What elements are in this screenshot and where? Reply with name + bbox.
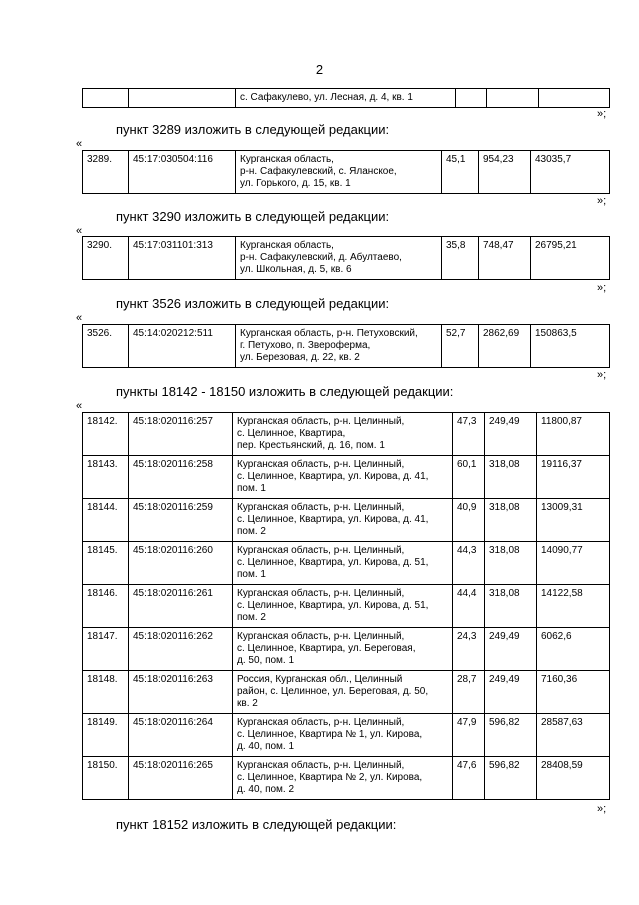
table-row	[83, 757, 610, 800]
cell-area: 40,9	[453, 499, 485, 542]
cell-address: Курганская область, р-н. Петуховский, г. Петухово, п. Звероферма, ул. Березовая, д. 22, кв. 2	[236, 325, 442, 368]
cell-value: 150863,5	[531, 325, 610, 368]
table-row	[83, 714, 610, 757]
cell-area: 35,8	[442, 237, 479, 280]
table-row	[83, 542, 610, 585]
table-row	[83, 628, 610, 671]
cell-address: Россия, Курганская обл., Целинный район, с. Целинное, ул. Береговая, д. 50, кв. 2	[233, 671, 453, 714]
cell-address: Курганская область, р-н. Сафакулевский, с. Яланское, ул. Горького, д. 15, кв. 1	[236, 151, 442, 194]
cell-cadastral-number: 45:18:020116:259	[129, 499, 233, 542]
cell-address: Курганская область, р-н. Целинный, с. Целинное, Квартира, ул. Кирова, д. 41, пом. 2	[233, 499, 453, 542]
table-row	[83, 671, 610, 714]
cell-address: Курганская область, р-н. Целинный, с. Целинное, Квартира № 2, ул. Кирова, д. 40, пом. 2	[233, 757, 453, 800]
cell-area: 28,7	[453, 671, 485, 714]
close-quote: »;	[597, 108, 607, 120]
cell-value: 14122,58	[537, 585, 610, 628]
cell-area: 44,3	[453, 542, 485, 585]
cell-cadastral-number: 45:17:031101:313	[129, 237, 236, 280]
cell-address: Курганская область, р-н. Целинный, с. Целинное, Квартира, ул. Кирова, д. 51, пом. 1	[233, 542, 453, 585]
cell-address: Курганская область, р-н. Целинный, с. Целинное, Квартира, ул. Кирова, д. 51, пом. 2	[233, 585, 453, 628]
cell-value: 6062,6	[537, 628, 610, 671]
cell-number: 3289.	[83, 151, 129, 194]
open-quote: «	[76, 225, 83, 237]
cell-value	[539, 89, 610, 108]
table-row	[83, 325, 610, 368]
cell-number: 18142.	[83, 413, 129, 456]
cell-rate: 954,23	[479, 151, 531, 194]
cell-value: 28587,63	[537, 714, 610, 757]
cell-area: 45,1	[442, 151, 479, 194]
cell-number	[83, 89, 129, 108]
cell-cadastral-number: 45:18:020116:260	[129, 542, 233, 585]
cell-number: 18148.	[83, 671, 129, 714]
cell-cadastral-number	[129, 89, 236, 108]
cell-rate: 249,49	[485, 628, 537, 671]
paragraph-intro: пункт 3289 изложить в следующей редакции:	[116, 122, 390, 137]
cell-value: 13009,31	[537, 499, 610, 542]
paragraph-intro: пункты 18142 - 18150 изложить в следующей редакции:	[116, 384, 454, 399]
cell-number: 18149.	[83, 714, 129, 757]
cell-address: Курганская область, р-н. Сафакулевский, д. Абултаево, ул. Школьная, д. 5, кв. 6	[236, 237, 442, 280]
cell-value: 7160,36	[537, 671, 610, 714]
close-quote: »;	[597, 282, 607, 294]
cell-area: 52,7	[442, 325, 479, 368]
cell-rate: 748,47	[479, 237, 531, 280]
cell-rate: 318,08	[485, 585, 537, 628]
cell-area: 47,3	[453, 413, 485, 456]
table-row	[83, 89, 610, 108]
cell-address: Курганская область, р-н. Целинный, с. Целинное, Квартира, пер. Крестьянский, д. 16, пом. 1	[233, 413, 453, 456]
close-quote: »;	[597, 803, 607, 815]
cell-value: 26795,21	[531, 237, 610, 280]
address-table	[82, 412, 610, 800]
close-quote: »;	[597, 369, 607, 381]
cell-number: 18150.	[83, 757, 129, 800]
cell-cadastral-number: 45:18:020116:258	[129, 456, 233, 499]
open-quote: «	[76, 312, 83, 324]
address-table-continuation	[82, 88, 610, 108]
cell-cadastral-number: 45:14:020212:511	[129, 325, 236, 368]
cell-number: 18144.	[83, 499, 129, 542]
cell-address: с. Сафакулево, ул. Лесная, д. 4, кв. 1	[236, 89, 456, 108]
cell-area: 60,1	[453, 456, 485, 499]
cell-cadastral-number: 45:18:020116:265	[129, 757, 233, 800]
cell-number: 18145.	[83, 542, 129, 585]
close-quote: »;	[597, 195, 607, 207]
cell-rate	[487, 89, 539, 108]
cell-number: 3290.	[83, 237, 129, 280]
cell-area: 47,6	[453, 757, 485, 800]
cell-value: 43035,7	[531, 151, 610, 194]
cell-number: 18143.	[83, 456, 129, 499]
cell-rate: 249,49	[485, 671, 537, 714]
paragraph-intro: пункт 3290 изложить в следующей редакции:	[116, 209, 390, 224]
paragraph-intro: пункт 3526 изложить в следующей редакции:	[116, 296, 390, 311]
cell-rate: 596,82	[485, 714, 537, 757]
cell-address: Курганская область, р-н. Целинный, с. Целинное, Квартира, ул. Береговая, д. 50, пом. 1	[233, 628, 453, 671]
open-quote: «	[76, 400, 83, 412]
cell-address: Курганская область, р-н. Целинный, с. Целинное, Квартира № 1, ул. Кирова, д. 40, пом. 1	[233, 714, 453, 757]
cell-rate: 318,08	[485, 542, 537, 585]
cell-number: 18147.	[83, 628, 129, 671]
cell-area: 47,9	[453, 714, 485, 757]
address-table	[82, 324, 610, 368]
cell-rate: 318,08	[485, 456, 537, 499]
paragraph-intro: пункт 18152 изложить в следующей редакции:	[116, 817, 397, 832]
cell-area	[456, 89, 487, 108]
cell-area: 44,4	[453, 585, 485, 628]
open-quote: «	[76, 138, 83, 150]
cell-cadastral-number: 45:18:020116:263	[129, 671, 233, 714]
cell-rate: 318,08	[485, 499, 537, 542]
cell-cadastral-number: 45:18:020116:261	[129, 585, 233, 628]
cell-rate: 249,49	[485, 413, 537, 456]
page-number: 2	[315, 62, 324, 77]
address-table	[82, 236, 610, 280]
cell-rate: 596,82	[485, 757, 537, 800]
cell-cadastral-number: 45:18:020116:262	[129, 628, 233, 671]
table-row	[83, 456, 610, 499]
cell-number: 3526.	[83, 325, 129, 368]
table-row	[83, 499, 610, 542]
cell-cadastral-number: 45:17:030504:116	[129, 151, 236, 194]
table-row	[83, 413, 610, 456]
cell-value: 11800,87	[537, 413, 610, 456]
cell-value: 19116,37	[537, 456, 610, 499]
table-row	[83, 585, 610, 628]
cell-number: 18146.	[83, 585, 129, 628]
cell-value: 14090,77	[537, 542, 610, 585]
cell-cadastral-number: 45:18:020116:257	[129, 413, 233, 456]
cell-rate: 2862,69	[479, 325, 531, 368]
address-table	[82, 150, 610, 194]
cell-area: 24,3	[453, 628, 485, 671]
cell-cadastral-number: 45:18:020116:264	[129, 714, 233, 757]
cell-value: 28408,59	[537, 757, 610, 800]
cell-address: Курганская область, р-н. Целинный, с. Целинное, Квартира, ул. Кирова, д. 41, пом. 1	[233, 456, 453, 499]
table-row	[83, 237, 610, 280]
table-row	[83, 151, 610, 194]
